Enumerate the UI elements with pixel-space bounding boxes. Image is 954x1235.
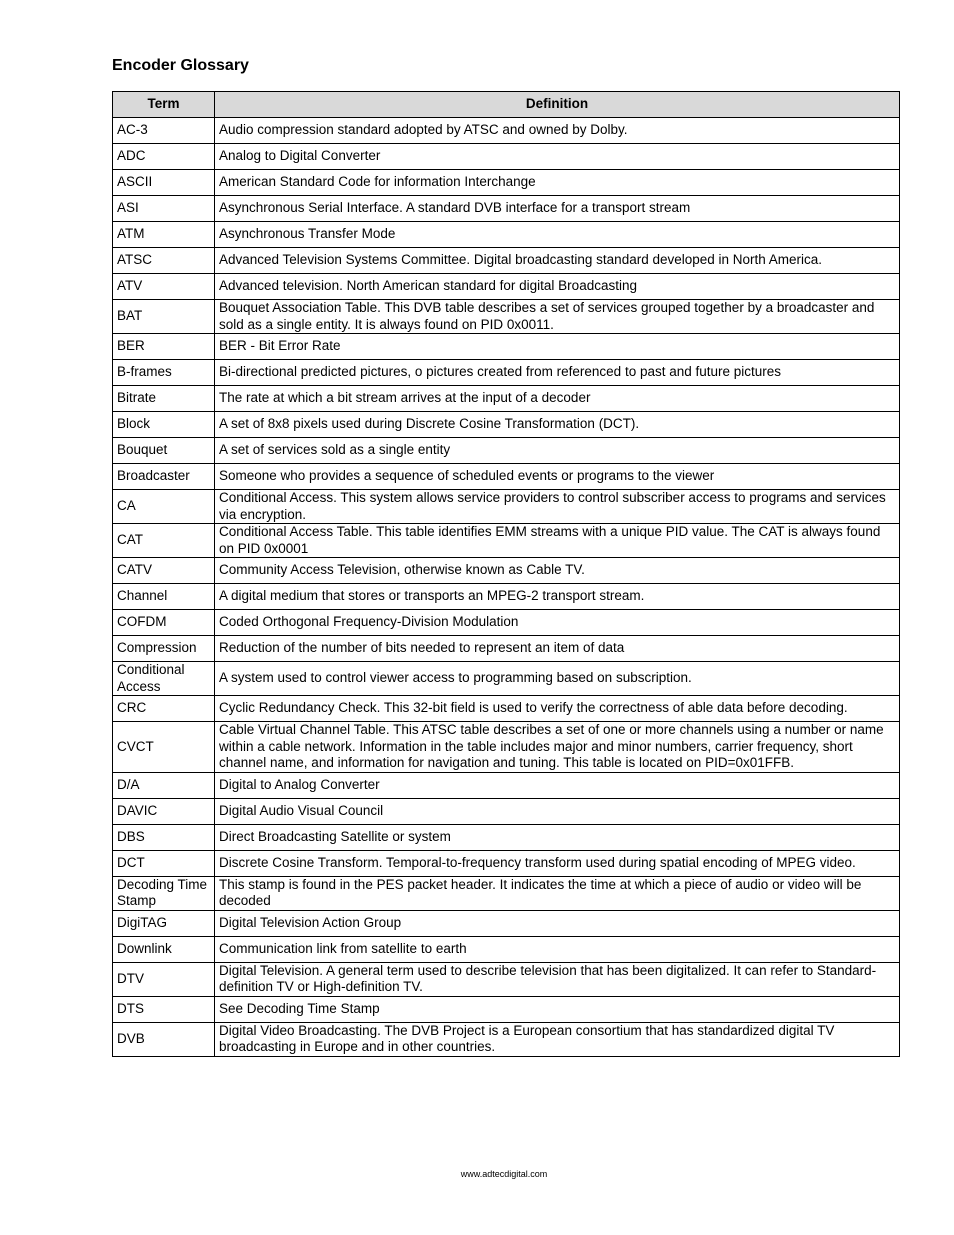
term-cell: ATV xyxy=(113,274,215,300)
definition-cell: Community Access Television, otherwise known as Cable TV. xyxy=(215,558,900,584)
definition-cell: Communication link from satellite to earth xyxy=(215,937,900,963)
definition-cell: Advanced television. North American standard for digital Broadcasting xyxy=(215,274,900,300)
table-row xyxy=(113,144,900,170)
term-cell: ATM xyxy=(113,222,215,248)
table-row xyxy=(113,696,900,722)
term-cell: CVCT xyxy=(113,722,215,773)
table-row xyxy=(113,997,900,1023)
definition-cell: BER - Bit Error Rate xyxy=(215,334,900,360)
table-row xyxy=(113,118,900,144)
definition-cell: Digital Television. A general term used to describe television that has been digitalized. It can refer to Standard-definition TV or High-definition TV. xyxy=(215,963,900,997)
term-cell: DAVIC xyxy=(113,799,215,825)
table-row xyxy=(113,412,900,438)
definition-cell: Digital Video Broadcasting. The DVB Project is a European consortium that has standardized digital TV broadcasting in Europe and in other countries. xyxy=(215,1023,900,1057)
definition-cell: Coded Orthogonal Frequency-Division Modulation xyxy=(215,610,900,636)
footer-url: www.adtecdigital.com xyxy=(460,1169,548,1179)
table-row xyxy=(113,636,900,662)
definition-cell: Advanced Television Systems Committee. Digital broadcasting standard developed in North America. xyxy=(215,248,900,274)
definition-cell: American Standard Code for information Interchange xyxy=(215,170,900,196)
column-header-term: Term xyxy=(113,92,215,118)
column-header-definition: Definition xyxy=(215,92,900,118)
table-row xyxy=(113,662,900,696)
term-cell: DBS xyxy=(113,825,215,851)
table-row xyxy=(113,722,900,773)
term-cell: DCT xyxy=(113,851,215,877)
definition-cell: Digital to Analog Converter xyxy=(215,773,900,799)
term-cell: ASCII xyxy=(113,170,215,196)
table-header-row xyxy=(113,92,900,118)
term-cell: BER xyxy=(113,334,215,360)
table-row xyxy=(113,360,900,386)
term-cell: ASI xyxy=(113,196,215,222)
term-cell: B-frames xyxy=(113,360,215,386)
table-row xyxy=(113,438,900,464)
term-cell: Conditional Access xyxy=(113,662,215,696)
definition-cell: This stamp is found in the PES packet header. It indicates the time at which a piece of audio or video will be decoded xyxy=(215,877,900,911)
term-cell: CAT xyxy=(113,524,215,558)
term-cell: Channel xyxy=(113,584,215,610)
definition-cell: Someone who provides a sequence of scheduled events or programs to the viewer xyxy=(215,464,900,490)
table-row xyxy=(113,300,900,334)
table-row xyxy=(113,877,900,911)
term-cell: BAT xyxy=(113,300,215,334)
term-cell: CATV xyxy=(113,558,215,584)
definition-cell: Conditional Access Table. This table identifies EMM streams with a unique PID value. The CAT is always found on PID 0x0001 xyxy=(215,524,900,558)
definition-cell: See Decoding Time Stamp xyxy=(215,997,900,1023)
term-cell: COFDM xyxy=(113,610,215,636)
definition-cell: Reduction of the number of bits needed to represent an item of data xyxy=(215,636,900,662)
definition-cell: A set of services sold as a single entity xyxy=(215,438,900,464)
table-row xyxy=(113,222,900,248)
table-row xyxy=(113,773,900,799)
term-cell: Bouquet xyxy=(113,438,215,464)
term-cell: D/A xyxy=(113,773,215,799)
definition-cell: Asynchronous Serial Interface. A standard DVB interface for a transport stream xyxy=(215,196,900,222)
table-row xyxy=(113,911,900,937)
definition-cell: Audio compression standard adopted by ATSC and owned by Dolby. xyxy=(215,118,900,144)
term-cell: Block xyxy=(113,412,215,438)
term-cell: CRC xyxy=(113,696,215,722)
definition-cell: A digital medium that stores or transports an MPEG-2 transport stream. xyxy=(215,584,900,610)
definition-cell: Discrete Cosine Transform. Temporal-to-frequency transform used during spatial encoding of MPEG video. xyxy=(215,851,900,877)
table-row xyxy=(113,825,900,851)
table-row xyxy=(113,274,900,300)
definition-cell: The rate at which a bit stream arrives at the input of a decoder xyxy=(215,386,900,412)
table-row xyxy=(113,170,900,196)
table-row xyxy=(113,464,900,490)
definition-cell: Asynchronous Transfer Mode xyxy=(215,222,900,248)
table-row xyxy=(113,386,900,412)
glossary-body xyxy=(113,118,900,1057)
term-cell: ADC xyxy=(113,144,215,170)
definition-cell: Direct Broadcasting Satellite or system xyxy=(215,825,900,851)
term-cell: AC-3 xyxy=(113,118,215,144)
definition-cell: Analog to Digital Converter xyxy=(215,144,900,170)
term-cell: Downlink xyxy=(113,937,215,963)
table-row xyxy=(113,1023,900,1057)
definition-cell: Conditional Access. This system allows service providers to control subscriber access to programs and services via encryption. xyxy=(215,490,900,524)
term-cell: CA xyxy=(113,490,215,524)
table-row xyxy=(113,851,900,877)
table-row xyxy=(113,963,900,997)
table-row xyxy=(113,248,900,274)
definition-cell: A set of 8x8 pixels used during Discrete Cosine Transformation (DCT). xyxy=(215,412,900,438)
table-row xyxy=(113,524,900,558)
definition-cell: Digital Television Action Group xyxy=(215,911,900,937)
table-row xyxy=(113,196,900,222)
table-row xyxy=(113,334,900,360)
term-cell: ATSC xyxy=(113,248,215,274)
term-cell: Bitrate xyxy=(113,386,215,412)
term-cell: DigiTAG xyxy=(113,911,215,937)
definition-cell: Digital Audio Visual Council xyxy=(215,799,900,825)
term-cell: DVB xyxy=(113,1023,215,1057)
page-title: Encoder Glossary xyxy=(112,57,249,74)
term-cell: DTS xyxy=(113,997,215,1023)
glossary-table xyxy=(112,91,900,1057)
term-cell: Decoding Time Stamp xyxy=(113,877,215,911)
table-row xyxy=(113,558,900,584)
table-row xyxy=(113,584,900,610)
table-row xyxy=(113,490,900,524)
definition-cell: Bouquet Association Table. This DVB table describes a set of services grouped together by a broadcaster and sold as a single entity. It is always found on PID 0x0011. xyxy=(215,300,900,334)
definition-cell: A system used to control viewer access to programming based on subscription. xyxy=(215,662,900,696)
term-cell: Compression xyxy=(113,636,215,662)
table-row xyxy=(113,799,900,825)
definition-cell: Bi-directional predicted pictures, o pictures created from referenced to past and future pictures xyxy=(215,360,900,386)
term-cell: Broadcaster xyxy=(113,464,215,490)
table-row xyxy=(113,937,900,963)
definition-cell: Cyclic Redundancy Check. This 32-bit field is used to verify the correctness of able data before decoding. xyxy=(215,696,900,722)
term-cell: DTV xyxy=(113,963,215,997)
table-row xyxy=(113,610,900,636)
definition-cell: Cable Virtual Channel Table. This ATSC table describes a set of one or more channels using a number or name within a cable network. Information in the table includes major and minor numbers, carrier frequency, short channel name, and information for navigation and tuning. This table is located on PID=0x01FFB. xyxy=(215,722,900,773)
